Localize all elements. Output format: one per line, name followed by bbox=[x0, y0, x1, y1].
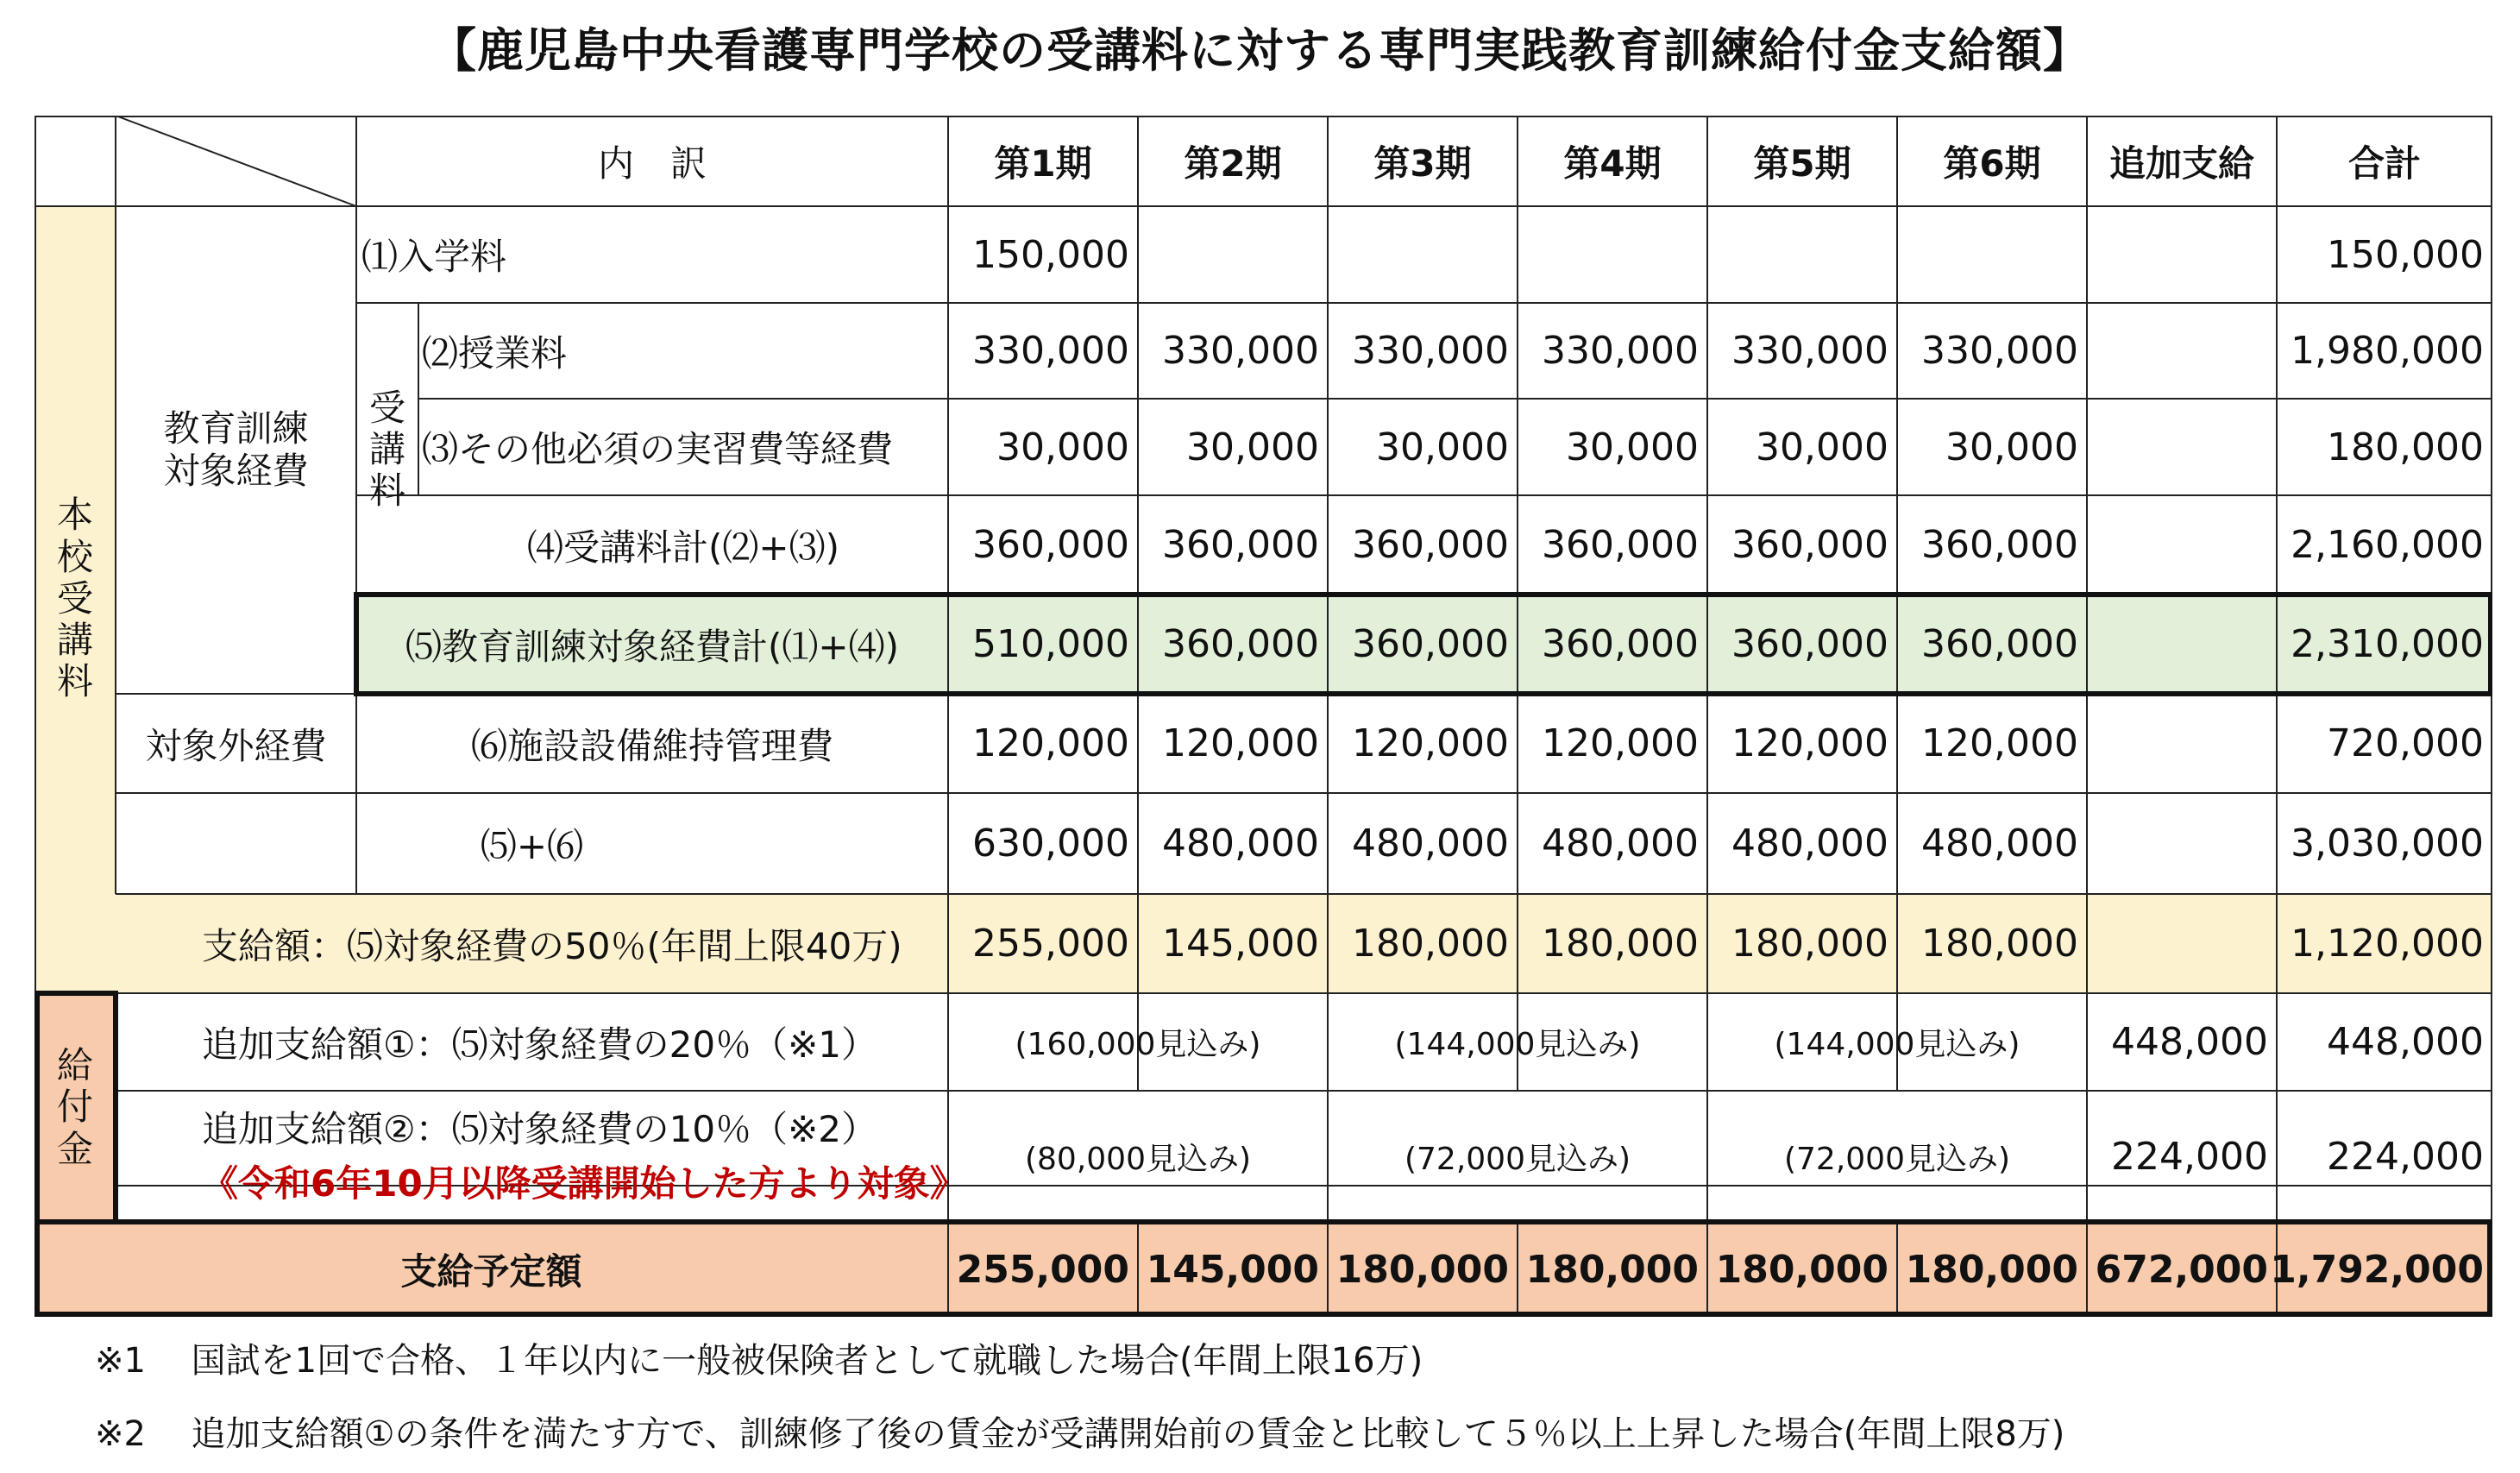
row-label-admission: ⑴入学料 bbox=[361, 236, 507, 278]
kyouiku-taishou-label: 教育訓練 対象経費 bbox=[163, 407, 309, 492]
header-period-2: 第2期 bbox=[1184, 142, 1282, 185]
header-breakdown: 内 訳 bbox=[597, 142, 707, 185]
additional2-total: 224,000 bbox=[2327, 1134, 2484, 1179]
header-period-4: 第4期 bbox=[1563, 142, 1662, 185]
row7-total: 1,120,000 bbox=[2291, 922, 2484, 966]
row6-additional bbox=[2087, 793, 2277, 894]
row7-period-6: 180,000 bbox=[1921, 922, 2078, 966]
row4-total: 2,310,000 bbox=[2291, 622, 2484, 666]
row3-period-3: 360,000 bbox=[1352, 523, 1509, 567]
row-label-payment: 支給額：⑸対象経費の50％(年間上限40万) bbox=[202, 924, 902, 967]
row7-period-3: 180,000 bbox=[1352, 922, 1509, 966]
row2-total: 180,000 bbox=[2327, 425, 2484, 469]
row4-period-1: 510,000 bbox=[972, 622, 1129, 666]
row2-period-6: 30,000 bbox=[1945, 425, 2078, 469]
row4-period-3: 360,000 bbox=[1352, 622, 1509, 666]
row-label-course-total: ⑷受講料計(⑵+⑶) bbox=[527, 526, 839, 569]
row2-period-3: 30,000 bbox=[1376, 425, 1509, 469]
row4-period-5: 360,000 bbox=[1731, 622, 1888, 666]
row-label-facility: ⑹施設設備維持管理費 bbox=[470, 724, 833, 767]
additional2-additional: 224,000 bbox=[2111, 1134, 2268, 1179]
page-title: 【鹿児島中央看護専門学校の受講料に対する専門実践教育訓練給付金支給額】 bbox=[430, 23, 2090, 78]
row1-additional bbox=[2087, 303, 2277, 399]
row3-period-1: 360,000 bbox=[972, 523, 1129, 567]
estimate-a2-p34: (72,000見込み) bbox=[1404, 1141, 1631, 1177]
row3-additional bbox=[2087, 495, 2277, 595]
additional2-eligibility-note: 《令和6年10月以降受講開始した方より対象》 bbox=[202, 1162, 966, 1205]
row3-period-2: 360,000 bbox=[1162, 523, 1319, 567]
row-label-sum: ⑸+⑹ bbox=[480, 824, 584, 867]
row1-period-4: 330,000 bbox=[1542, 329, 1699, 373]
jukouryo-vertical-label: 受 講 料 bbox=[368, 386, 405, 513]
row0-total: 150,000 bbox=[2327, 232, 2484, 277]
row0-period-4 bbox=[1518, 206, 1707, 303]
estimate-a1-p12: (160,000見込み) bbox=[1015, 1027, 1261, 1062]
row3-total: 2,160,000 bbox=[2291, 523, 2484, 567]
header-period-5: 第5期 bbox=[1753, 142, 1851, 185]
row1-period-3: 330,000 bbox=[1352, 329, 1509, 373]
row0-period-3 bbox=[1328, 206, 1518, 303]
row6-period-6: 480,000 bbox=[1921, 821, 2078, 866]
row4-period-2: 360,000 bbox=[1162, 622, 1319, 666]
row1-period-2: 330,000 bbox=[1162, 329, 1319, 373]
header-period-1: 第1期 bbox=[994, 142, 1092, 185]
row1-period-1: 330,000 bbox=[972, 329, 1129, 373]
row7-additional bbox=[2087, 894, 2277, 993]
row4-additional bbox=[2087, 595, 2277, 694]
row0-additional bbox=[2087, 206, 2277, 303]
row6-period-4: 480,000 bbox=[1542, 821, 1699, 866]
row0-period-2 bbox=[1138, 206, 1328, 303]
row3-period-6: 360,000 bbox=[1921, 523, 2078, 567]
row2-period-5: 30,000 bbox=[1756, 425, 1888, 469]
additional2-label: 追加支給額②：⑸対象経費の10％（※2） bbox=[202, 1108, 878, 1150]
estimate-a2-p56: (72,000見込み) bbox=[1783, 1141, 2011, 1177]
row0-period-1: 150,000 bbox=[972, 232, 1129, 277]
row5-period-1: 120,000 bbox=[972, 721, 1129, 765]
subsidy-table bbox=[35, 116, 2492, 1317]
row2-period-2: 30,000 bbox=[1186, 425, 1319, 469]
row0-period-6 bbox=[1897, 206, 2087, 303]
row7-period-2: 145,000 bbox=[1162, 922, 1319, 966]
row4-period-4: 360,000 bbox=[1542, 622, 1699, 666]
row6-period-3: 480,000 bbox=[1352, 821, 1509, 866]
row7-period-1: 255,000 bbox=[972, 922, 1129, 966]
row5-period-3: 120,000 bbox=[1352, 721, 1509, 765]
row1-period-6: 330,000 bbox=[1921, 329, 2078, 373]
planned-total: 1,792,000 bbox=[2270, 1247, 2484, 1292]
row-label-practice-fees: ⑶その他必須の実習費等経費 bbox=[422, 428, 894, 470]
planned-period-1: 255,000 bbox=[956, 1247, 1129, 1292]
header-additional: 追加支給 bbox=[2108, 142, 2254, 185]
row6-period-1: 630,000 bbox=[972, 821, 1129, 866]
planned-period-2: 145,000 bbox=[1146, 1247, 1319, 1292]
row5-total: 720,000 bbox=[2327, 721, 2484, 765]
row1-period-5: 330,000 bbox=[1731, 329, 1888, 373]
estimate-a1-p34: (144,000見込み) bbox=[1394, 1027, 1641, 1062]
row6-period-2: 480,000 bbox=[1162, 821, 1319, 866]
taishougai-label: 対象外経費 bbox=[145, 724, 327, 767]
row-label-planned: 支給予定額 bbox=[400, 1250, 582, 1293]
row3-period-5: 360,000 bbox=[1731, 523, 1888, 567]
planned-period-6: 180,000 bbox=[1905, 1247, 2078, 1292]
row7-period-5: 180,000 bbox=[1731, 922, 1888, 966]
row0-period-5 bbox=[1707, 206, 1897, 303]
planned-period-4: 180,000 bbox=[1525, 1247, 1699, 1292]
row1-total: 1,980,000 bbox=[2291, 329, 2484, 373]
footnote-2: ※2 追加支給額①の条件を満たす方で、訓練修了後の賃金が受講開始前の賃金と比較して５％以上上昇した場合(年間上限8万) bbox=[95, 1414, 2065, 1454]
header-period-3: 第3期 bbox=[1373, 142, 1472, 185]
row5-period-4: 120,000 bbox=[1542, 721, 1699, 765]
row2-period-4: 30,000 bbox=[1566, 425, 1699, 469]
row2-additional bbox=[2087, 399, 2277, 495]
planned-period-3: 180,000 bbox=[1335, 1247, 1509, 1292]
kyuufukin-label: 給 付 金 bbox=[56, 1044, 93, 1170]
header-total: 合計 bbox=[2347, 142, 2421, 185]
estimate-a2-p12: (80,000見込み) bbox=[1024, 1141, 1252, 1177]
estimate-a1-p56: (144,000見込み) bbox=[1774, 1027, 2020, 1062]
row-label-additional1: 追加支給額①：⑸対象経費の20％（※1） bbox=[202, 1023, 878, 1066]
row-label-additional2 bbox=[116, 1091, 966, 1222]
row5-additional bbox=[2087, 694, 2277, 793]
row5-period-6: 120,000 bbox=[1921, 721, 2078, 765]
row7-period-4: 180,000 bbox=[1542, 922, 1699, 966]
row-label-tuition: ⑵授業料 bbox=[422, 331, 568, 375]
honko-jukouryo-label: 本 校 受 講 料 bbox=[56, 494, 93, 703]
planned-additional: 672,000 bbox=[2095, 1247, 2268, 1292]
row6-total: 3,030,000 bbox=[2291, 821, 2484, 866]
footnote-1: ※1 国試を1回で合格、１年以内に一般被保険者として就職した場合(年間上限16万) bbox=[95, 1341, 1423, 1381]
additional1-additional: 448,000 bbox=[2111, 1020, 2268, 1064]
row-label-target-total: ⑸教育訓練対象経費計(⑴+⑷) bbox=[405, 625, 899, 668]
row4-period-6: 360,000 bbox=[1921, 622, 2078, 666]
additional1-total: 448,000 bbox=[2327, 1020, 2484, 1064]
row2-period-1: 30,000 bbox=[996, 425, 1129, 469]
row6-period-5: 480,000 bbox=[1731, 821, 1888, 866]
row5-period-5: 120,000 bbox=[1731, 721, 1888, 765]
row3-period-4: 360,000 bbox=[1542, 523, 1699, 567]
planned-period-5: 180,000 bbox=[1715, 1247, 1888, 1292]
row5-period-2: 120,000 bbox=[1162, 721, 1319, 765]
header-period-6: 第6期 bbox=[1943, 142, 2041, 185]
